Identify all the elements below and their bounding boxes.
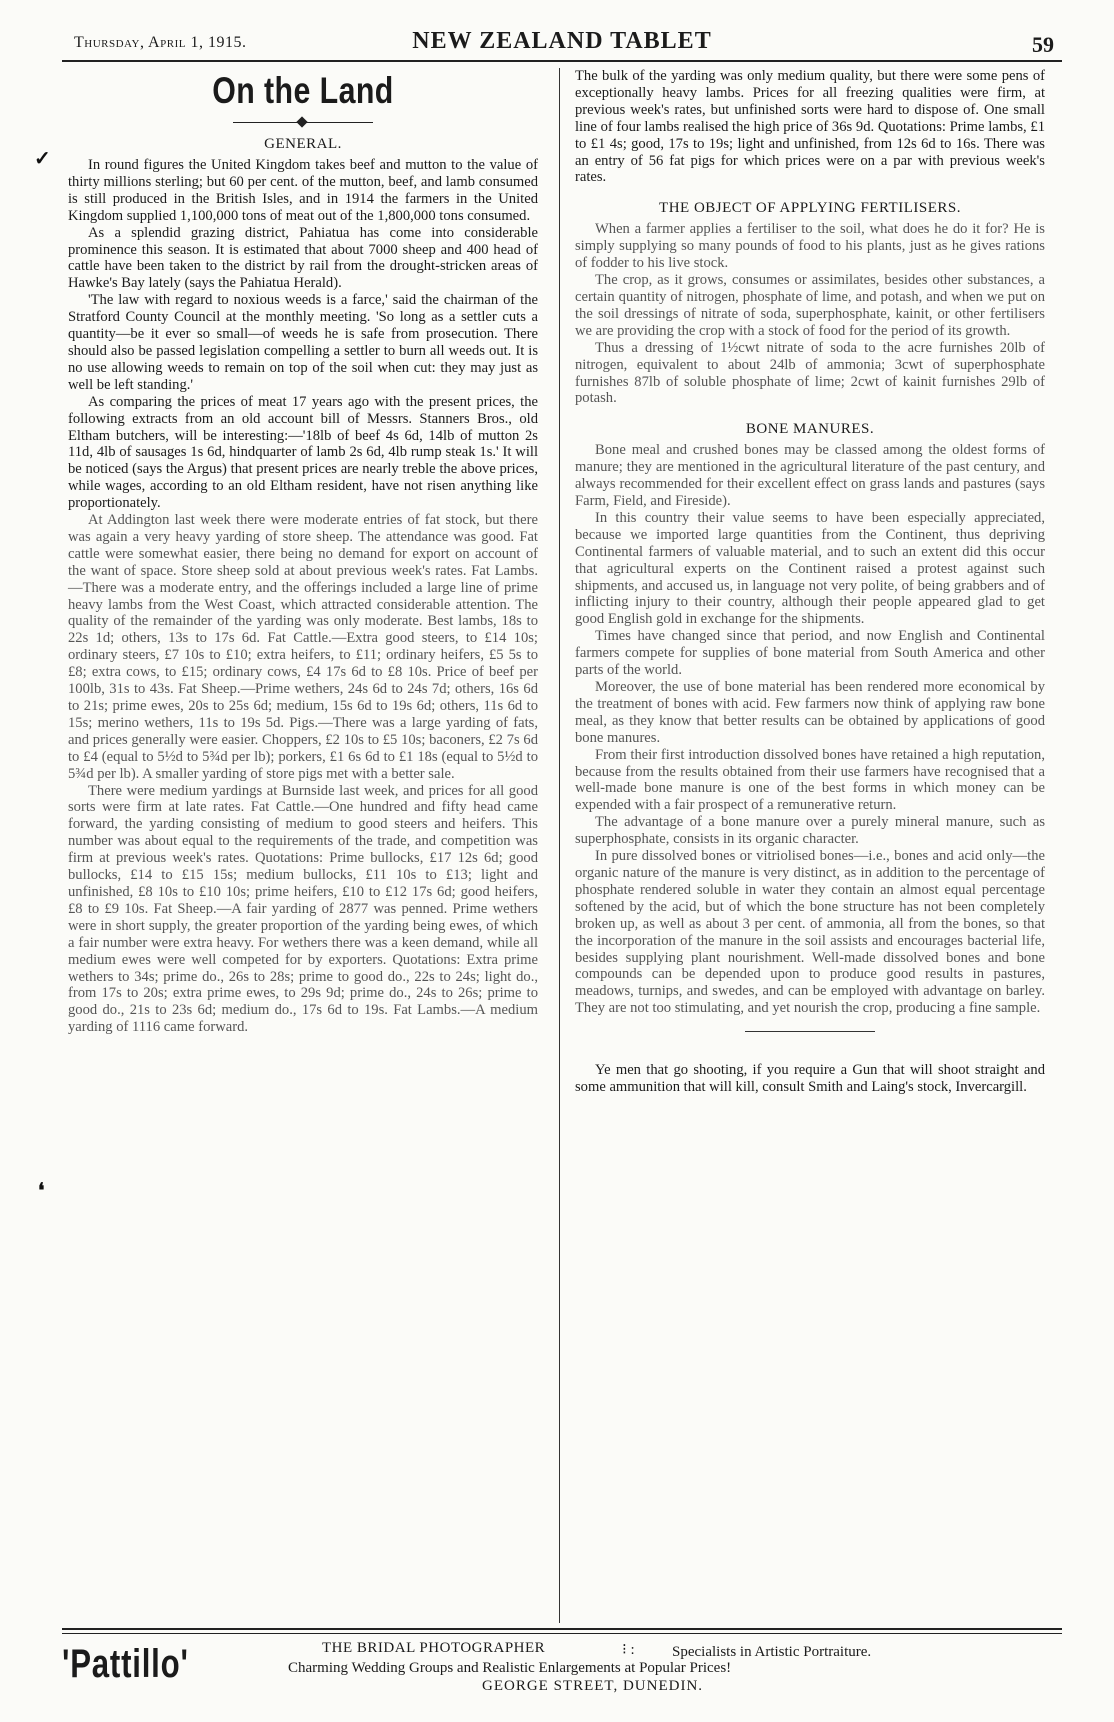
- newspaper-page: [62, 28, 1062, 1708]
- headline-ornament: [68, 114, 538, 132]
- gun-notice: Ye men that go shooting, if you require a Gun that will shoot straight and some ammunition that will kill, consult Smith and Laing's stock, Invercargill.: [575, 1062, 1045, 1096]
- headline: On the Land: [212, 70, 394, 111]
- article-paragraph: 'The law with regard to noxious weeds is a farce,' said the chairman of the Stratford County Council at the monthly meeting. 'So long as a settler cuts a quantity—be it ever so small—of weeds he is safe from prosecution. There should also be passed legislation compelling a settler to burn all weeds out. It is no use allowing weeds to remain on top of the soil when cut: they may just as well be left standing.': [68, 292, 538, 393]
- section-heading-fertilisers: THE OBJECT OF APPLYING FERTILISERS.: [659, 200, 961, 217]
- section-heading-bone-manures: BONE MANURES.: [745, 421, 875, 438]
- article-paragraph: In pure dissolved bones or vitriolised bones—i.e., bones and acid only—the organic nature of the manure is very distinct, as in addition to the percentage of phosphate rendered soluble in water they contain an almost equal percentage softened by the acid, but of which the bone structure has not been completely broken up, as well as about 3 per cent. of ammonia, all from the bones, so that the incorporation of the manure in the soil assists and encourages bacterial life, besides supplying plant nourishment. Well-made dissolved bones and bone compounds can be depended upon to produce good results in pastures, meadows, turnips, and swedes, and can be employed with advantage on barley. They are not too stimulating, and yet nourish the crop, producing a fine sample.: [575, 848, 1045, 1017]
- masthead-rule: [62, 60, 1062, 62]
- ad-business: THE BRIDAL PHOTOGRAPHER: [322, 1640, 546, 1656]
- masthead: [62, 28, 1062, 56]
- article-paragraph: As comparing the prices of meat 17 years ago with the present prices, the following extracts from an old account bill of Messrs. Stanners Bros., old Eltham butchers, will be interesting:—'18lb of beef 4s 6d, 14lb of mutton 2s 11d, 4lb of sausages 1s 6d, hindquarter of lamb 2s 6d, 4lb rump steak 1s.' It will be noticed (says the Argus) that present prices are nearly treble the above prices, while wages, according to an old Eltham resident, have not risen anything like proportionately.: [68, 393, 538, 512]
- article-paragraph: In this country their value seems to have been especially appreciated, because we imported large quantities from the Continent, thus depriving Continental farmers of valuable material, and to such an extent did this occur that agricultural experts on the Continent raised a protest against such shipments, and accused us, in language not very polite, of being grabbers and of inflicting injury to their country, although their people appeared glad to get good English gold in exchange for the shipments.: [575, 509, 1045, 628]
- ad-tagline: Charming Wedding Groups and Realistic Enlargements at Popular Prices!: [288, 1660, 732, 1676]
- article-paragraph: Times have changed since that period, and now English and Continental farmers compete for supplies of bone material from South America and other parts of the world.: [575, 628, 1045, 679]
- margin-mark: ✓: [34, 148, 51, 170]
- article-paragraph: When a farmer applies a fertiliser to the soil, what does he do it for? He is simply supplying so many pounds of food to his plants, just as he gives rations of fodder to his live stock.: [575, 221, 1045, 272]
- advertisement: [62, 1638, 1062, 1703]
- section-heading-general: GENERAL.: [264, 136, 342, 152]
- page-number: 59: [1032, 32, 1054, 57]
- column-divider: [559, 68, 560, 1623]
- issue-date: Thursday, April 1, 1915.: [74, 34, 247, 51]
- publication-title: NEW ZEALAND TABLET: [412, 28, 712, 54]
- article-paragraph: In round figures the United Kingdom takes beef and mutton to the value of thirty millions sterling; but 60 per cent. of the mutton, beef, and lamb consumed is still produced in the British Isles, and in 1914 the farmers in the United Kingdom supplied 1,100,000 tons of meat out of the 1,800,000 tons consumed.: [68, 157, 538, 224]
- article-paragraph: The bulk of the yarding was only medium quality, but there were some pens of exceptionally heavy lambs. Prices for all freezing qualities were firm, at previous week's rates, but unfinished sorts were hard to dispose of. One small line of four lambs realised the high price of 36s 9d. Quotations: Prime lambs, £1 to £1 4s; good, 17s to 19s; light and unfinished, from 12s 6d to 16s. There was an entry of 56 fat pigs for which prices were on a par with previous week's rates.: [575, 68, 1045, 186]
- footer-rule-thin: [62, 1633, 1062, 1634]
- right-column: [575, 68, 1045, 1096]
- article-paragraph: The advantage of a bone manure over a purely mineral manure, such as superphosphate, consists in its organic character.: [575, 814, 1045, 848]
- ad-specialty: Specialists in Artistic Portraiture.: [672, 1644, 872, 1660]
- article-paragraph: As a splendid grazing district, Pahiatua has come into considerable prominence this season. It is estimated that about 7000 sheep and 400 head of cattle have been taken to the district by rail from the drought-stricken areas of Hawke's Bay lately (says the Pahiatua Herald).: [68, 224, 538, 292]
- ad-address: GEORGE STREET, DUNEDIN.: [482, 1678, 704, 1694]
- ad-logo: 'Pattillo': [62, 1642, 189, 1686]
- article-paragraph: Thus a dressing of 1½cwt nitrate of soda to the acre furnishes 20lb of nitrogen, equivalent to about 24lb of ammonia; 3cwt of superphosphate furnishes 87lb of soluble phosphate of lime; 2cwt of kainit furnishes 29lb of potash.: [575, 339, 1045, 407]
- article-paragraph: At Addington last week there were moderate entries of fat stock, but there was again a very heavy yarding of store sheep. The attendance was good. Fat cattle were somewhat easier, there being no demand for export on account of the want of space. Store sheep sold at about previous week's rates. Fat Lambs.—There was a moderate entry, and the offerings included a large line of prime heavy lambs from the West Coast, which attracted considerable attention. The quality of the remainder of the yarding was only moderate. Best lambs, 18s to 22s 1d; others, 13s to 17s 6d. Fat Cattle.—Extra good steers, to £14 10s; ordinary steers, £7 10s to £10; extra heifers, to £11; ordinary heifers, £5 5s to £8; extra cows, to £15; ordinary cows, £4 17s 6d to £8 10s. Price of beef per 100lb, 31s to 43s. Fat Sheep.—Prime wethers, 24s 6d to 24s 7d; others, 16s 6d to 21s; prime ewes, 20s to 25s 6d; medium, 15s 6d to 19s 6d; others, 11s 6d to 15s; merino wethers, 11s to 19s 5d. Pigs.—There was a large yarding of fats, and prices generally were easier. Choppers, £2 10s to £5 10s; baconers, £2 7s 6d to £4 (equal to 5½d to 5¾d per lb); porkers, £1 6s 6d to £1 18s (equal to 5½d to 5¾d per lb). A smaller yarding of store pigs met with a better sale.: [68, 512, 538, 782]
- footer-rule: [62, 1628, 1062, 1630]
- section-rule: [745, 1031, 875, 1032]
- article-paragraph: Bone meal and crushed bones may be classed among the oldest forms of manure; they are mentioned in the agricultural literature of the past century, and always recommended for their excellent effect on grass lands and pastures (says Farm, Field, and Fireside).: [575, 442, 1045, 510]
- article-paragraph: There were medium yardings at Burnside last week, and prices for all good sorts were firm at late rates. Fat Cattle.—One hundred and fifty head came forward, the yarding consisting of medium to good steers and heifers. This number was about equal to the requirements of the trade, and competition was firm at previous week's rates. Quotations: Prime bullocks, £17 12s 6d; good bullocks, £14 to £15 15s; medium bullocks, £11 10s to £13; light and unfinished, £8 10s to £10 10s; prime heifers, £10 to £12 17s 6d; good heifers, £8 to £9 10s. Fat Sheep.—A fair yarding of 2877 was penned. Prime wethers were in short supply, the greater proportion of the yarding being ewes, of which a fair number were extra heavy. For wethers there was a keen demand, while all medium ewes were well competed for by exporters. Quotations: Extra prime wethers to 34s; prime do., 26s to 28s; prime to good do., 22s to 24s; light do., from 17s to 20s; extra prime ewes, to 29s 9d; prime do., 24s to 26s; prime to good do., 21s to 23s 6d; medium do., 17s 6d to 19s. Fat Lambs.—A medium yarding of 1116 came forward.: [68, 782, 538, 1036]
- article-paragraph: From their first introduction dissolved bones have retained a high reputation, because from the results obtained from their use farmers have recognised that a well-made bone manure is one of the best forms in which money can be expended with a fair prospect of a remunerative return.: [575, 746, 1045, 814]
- left-column: [68, 68, 538, 1036]
- article-paragraph: The crop, as it grows, consumes or assimilates, besides other substances, a certain quantity of nitrogen, phosphate of lime, and potash, and when we put on the soil dressings of nitrate of soda, superphosphate, kainit, or other fertilisers we are providing the crop with a stock of food for the period of its growth.: [575, 272, 1045, 339]
- article-paragraph: Moreover, the use of bone material has been rendered more economical by the treatment of bones with acid. Few farmers now think of applying raw bone meal, as they know that better results can be obtained by applications of good bone manures.: [575, 679, 1045, 746]
- margin-mark: ❛: [38, 1180, 45, 1202]
- ad-separator: ⁝ :: [622, 1642, 635, 1658]
